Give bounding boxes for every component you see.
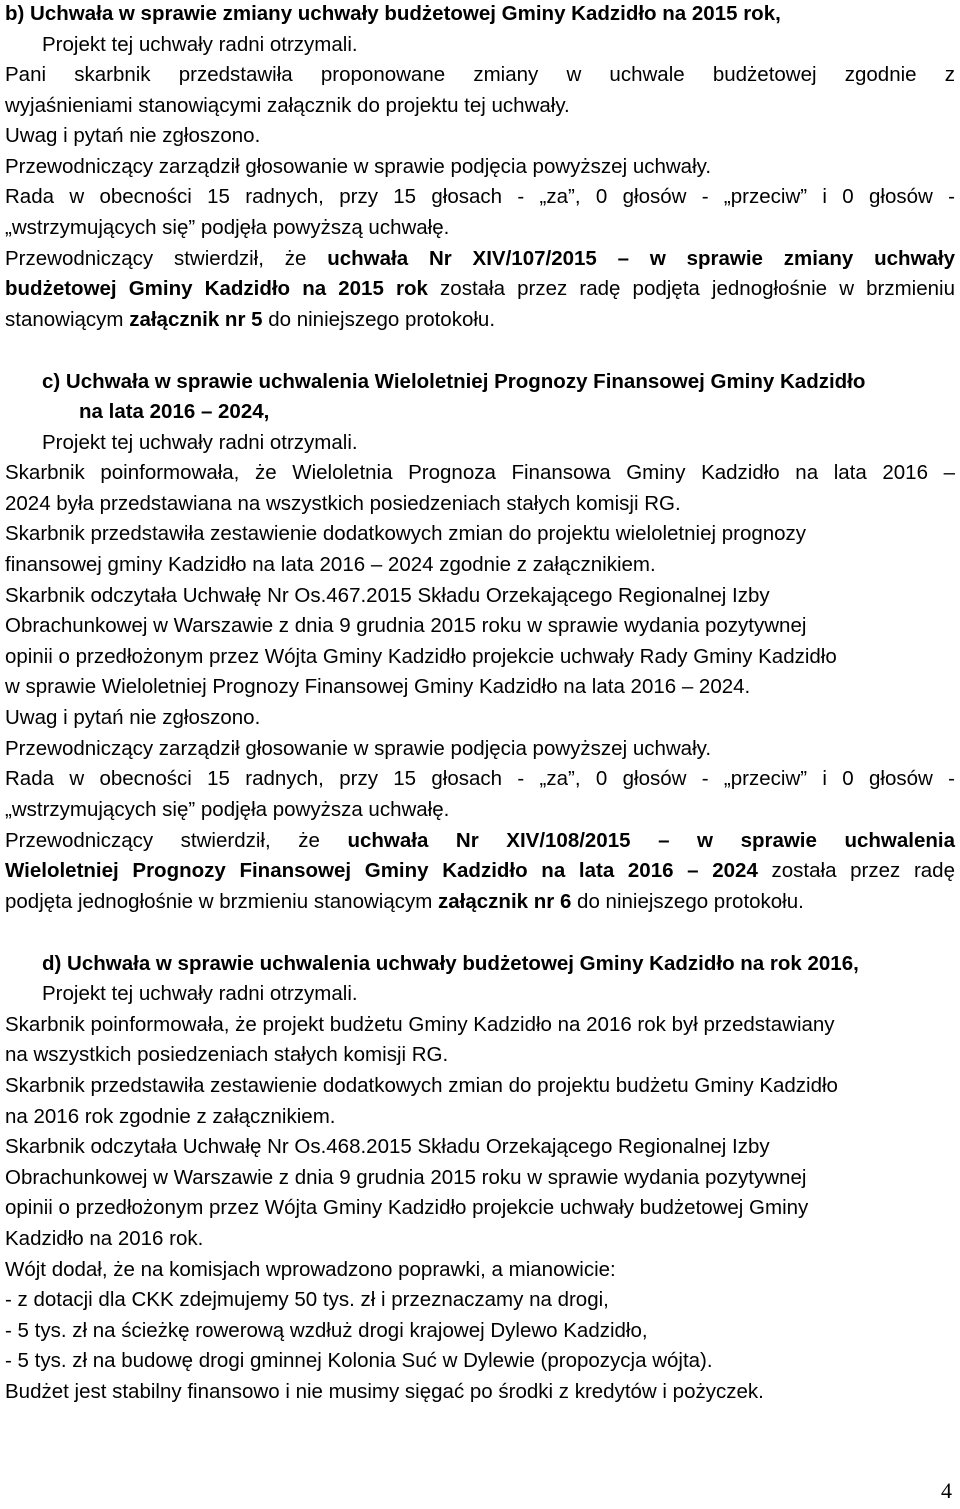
text-span: podjęta jednogłośnie w brzmieniu stanowiącym — [5, 890, 433, 913]
section-c-p7a: Rada w obecności 15 radnych, przy 15 głosach - „za”, 0 głosów - „przeciw” i 0 głosów - — [5, 767, 955, 790]
section-b-p6b — [5, 276, 955, 302]
section-c-p4b: Obrachunkowej w Warszawie z dnia 9 grudnia 2015 roku w sprawie wydania pozytywnej — [5, 614, 807, 637]
section-d-p3b: na 2016 rok zgodnie z załącznikiem. — [5, 1105, 336, 1128]
section-b-p3: Uwag i pytań nie zgłoszono. — [5, 124, 261, 147]
resolution-number: uchwała Nr XIV/107/2015 – w sprawie zmiany uchwały — [327, 247, 955, 270]
section-c-p8a — [5, 828, 955, 854]
section-d-p1: Projekt tej uchwały radni otrzymali. — [42, 982, 358, 1005]
section-d-p4a: Skarbnik odczytała Uchwałę Nr Os.468.2015 Składu Orzekającego Regionalnej Izby — [5, 1135, 770, 1158]
section-c-p6: Przewodniczący zarządził głosowanie w sprawie podjęcia powyższej uchwały. — [5, 737, 712, 760]
section-c-p2a: Skarbnik poinformowała, że Wieloletnia Prognoza Finansowa Gminy Kadzidło na lata 2016 – — [5, 461, 955, 484]
section-b-p5b: „wstrzymujących się” podjęła powyższą uchwałę. — [5, 216, 450, 239]
text-span: do niniejszego protokołu. — [577, 890, 804, 913]
section-c-p3a: Skarbnik przedstawiła zestawienie dodatkowych zmian do projektu wieloletniej prognozy — [5, 522, 807, 545]
section-c-heading-cont: na lata 2016 – 2024, — [79, 400, 270, 423]
section-c-p7b: „wstrzymujących się” podjęła powyższa uchwałę. — [5, 798, 450, 821]
section-c-p4c: opinii o przedłożonym przez Wójta Gminy Kadzidło projekcie uchwały Rady Gminy Kadzidło — [5, 645, 837, 668]
page-number: 4 — [941, 1478, 952, 1503]
resolution-title: budżetowej Gminy Kadzidło na 2015 rok — [5, 277, 428, 300]
section-d-p4d: Kadzidło na 2016 rok. — [5, 1227, 204, 1250]
text-span: Przewodniczący stwierdził, że — [5, 247, 307, 270]
section-c-p2b: 2024 była przedstawiana na wszystkich posiedzeniach stałych komisji RG. — [5, 492, 681, 515]
section-c-p5: Uwag i pytań nie zgłoszono. — [5, 706, 261, 729]
section-d-p5: Wójt dodał, że na komisjach wprowadzono poprawki, a mianowicie: — [5, 1258, 616, 1281]
section-c-p4d: w sprawie Wieloletniej Prognozy Finansowej Gminy Kadzidło na lata 2016 – 2024. — [5, 675, 751, 698]
text-span: Przewodniczący stwierdził, że — [5, 829, 320, 852]
text-span: do niniejszego protokołu. — [268, 308, 496, 331]
attachment-ref: załącznik nr 5 — [129, 308, 263, 331]
section-b-p6c — [5, 307, 495, 333]
resolution-title: Wieloletniej Prognozy Finansowej Gminy Kadzidło na lata 2016 – 2024 — [5, 859, 758, 882]
section-d-p4b: Obrachunkowej w Warszawie z dnia 9 grudnia 2015 roku w sprawie wydania pozytywnej — [5, 1166, 807, 1189]
resolution-number: uchwała Nr XIV/108/2015 – w sprawie uchwalenia — [347, 829, 955, 852]
attachment-ref: załącznik nr 6 — [438, 890, 572, 913]
section-c-p8c — [5, 889, 804, 915]
section-c-p4a: Skarbnik odczytała Uchwałę Nr Os.467.2015 Składu Orzekającego Regionalnej Izby — [5, 584, 770, 607]
section-b-p5a: Rada w obecności 15 radnych, przy 15 głosach - „za”, 0 głosów - „przeciw” i 0 głosów - — [5, 185, 955, 208]
section-b-heading: b) Uchwała w sprawie zmiany uchwały budżetowej Gminy Kadzidło na 2015 rok, — [5, 2, 781, 25]
section-d-p2a: Skarbnik poinformowała, że projekt budżetu Gminy Kadzidło na 2016 rok był przedstawiany — [5, 1013, 835, 1036]
text-span: stanowiącym — [5, 308, 124, 331]
section-d-p6: - z dotacji dla CKK zdejmujemy 50 tys. zł i przeznaczamy na drogi, — [5, 1288, 609, 1311]
section-d-p8: - 5 tys. zł na budowę drogi gminnej Kolonia Suć w Dylewie (propozycja wójta). — [5, 1349, 713, 1372]
section-c-p8b — [5, 858, 955, 884]
section-c-p3b: finansowej gminy Kadzidło na lata 2016 – 2024 zgodnie z załącznikiem. — [5, 553, 656, 576]
text-span: została przez radę — [771, 859, 955, 882]
section-b-p4: Przewodniczący zarządził głosowanie w sprawie podjęcia powyższej uchwały. — [5, 155, 712, 178]
section-c-heading: c) Uchwała w sprawie uchwalenia Wieloletniej Prognozy Finansowej Gminy Kadzidło — [42, 370, 866, 393]
section-b-p1: Projekt tej uchwały radni otrzymali. — [42, 33, 358, 56]
section-d-p3a: Skarbnik przedstawiła zestawienie dodatkowych zmian do projektu budżetu Gminy Kadzidło — [5, 1074, 838, 1097]
section-d-p4c: opinii o przedłożonym przez Wójta Gminy Kadzidło projekcie uchwały budżetowej Gminy — [5, 1196, 809, 1219]
section-b-p6a — [5, 246, 955, 272]
section-d-p9: Budżet jest stabilny finansowo i nie musimy sięgać po środki z kredytów i pożyczek. — [5, 1380, 764, 1403]
section-b-p2b: wyjaśnieniami stanowiącymi załącznik do projektu tej uchwały. — [5, 94, 570, 117]
section-d-p2b: na wszystkich posiedzeniach stałych komisji RG. — [5, 1043, 449, 1066]
section-c-p1: Projekt tej uchwały radni otrzymali. — [42, 431, 358, 454]
section-b-p2a: Pani skarbnik przedstawiła proponowane zmiany w uchwale budżetowej zgodnie z — [5, 63, 955, 86]
section-d-heading: d) Uchwała w sprawie uchwalenia uchwały budżetowej Gminy Kadzidło na rok 2016, — [42, 952, 859, 975]
section-d-p7: - 5 tys. zł na ścieżkę rowerową wzdłuż drogi krajowej Dylewo Kadzidło, — [5, 1319, 648, 1342]
text-span: została przez radę podjęta jednogłośnie w brzmieniu — [440, 277, 955, 300]
